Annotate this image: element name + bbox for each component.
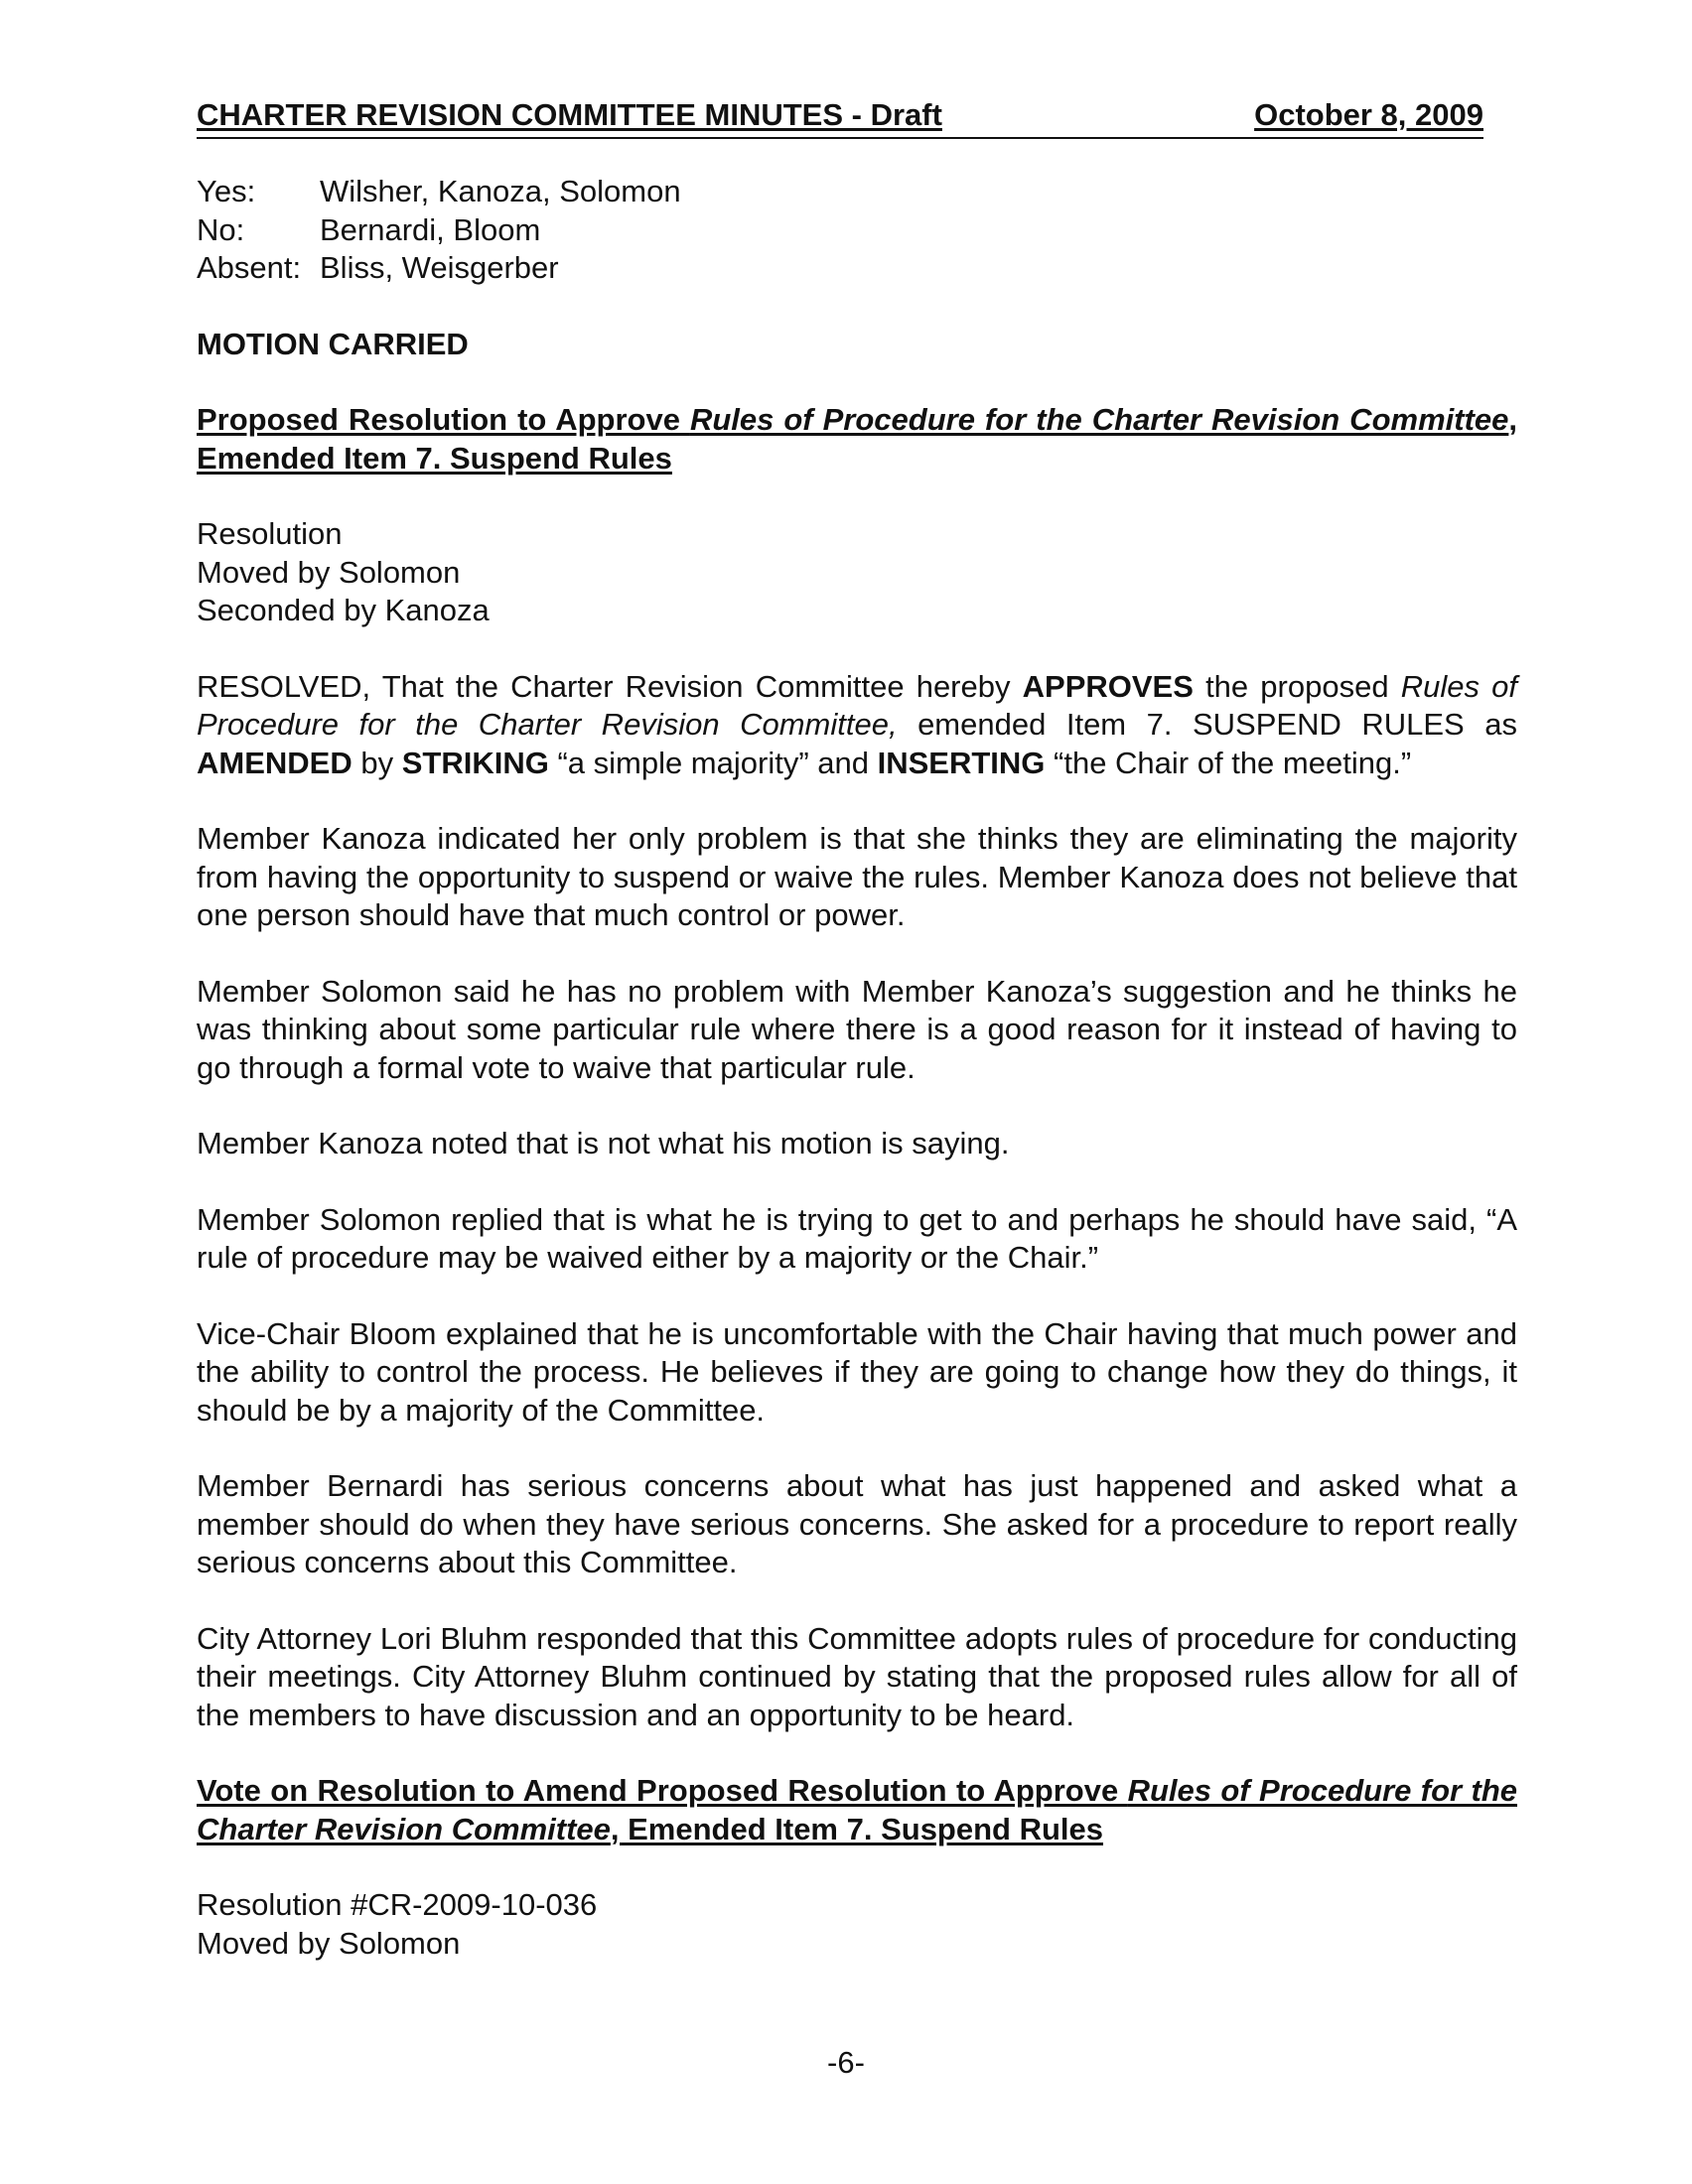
section-title-text: Proposed Resolution to Approve	[197, 402, 690, 437]
page-header	[197, 97, 1483, 139]
resolved-text: by	[352, 745, 402, 780]
paragraph-solomon-replied: Member Solomon replied that is what he is trying to get to and perhaps he should have said, “A rule of procedure may be waived either by a majority or the Chair.”	[197, 1201, 1517, 1275]
section-title-italic: Rules of Procedure for the Charter Revision Committee	[197, 1773, 1517, 1846]
resolved-text: “the Chair of the meeting.”	[1045, 745, 1412, 780]
section-title-text-end: , Emended Item 7. Suspend Rules	[197, 402, 1518, 476]
document-body	[197, 173, 1517, 1963]
section-title-proposed-resolution	[197, 401, 1517, 478]
vote-no-row	[197, 211, 1517, 250]
vote-absent-row	[197, 249, 1517, 288]
section-title-vote-resolution	[197, 1772, 1517, 1848]
section-title-text-end: , Emended Item 7. Suspend Rules	[610, 1811, 1104, 1846]
resolved-bold: INSERTING	[877, 745, 1046, 780]
resolution-label: Resolution	[197, 516, 343, 551]
page-number: -6-	[827, 2045, 865, 2080]
resolved-italic: Rules of Procedure for the Charter Revision Committee,	[197, 668, 1517, 742]
paragraph-bernardi: Member Bernardi has serious concerns about what has just happened and asked what a member should do when they have serious concerns. She asked for a procedure to report really serious concerns about this Committee.	[197, 1468, 1517, 1579]
resolved-bold: AMENDED	[197, 745, 352, 780]
motion-result: MOTION CARRIED	[197, 326, 469, 361]
resolved-bold: APPROVES	[1022, 668, 1194, 704]
resolved-text: “a simple majority” and	[548, 745, 878, 780]
vote-yes-label: Yes:	[197, 174, 256, 208]
vote-tally	[197, 173, 1517, 288]
resolution-number: Resolution #CR-2009-10-036	[197, 1887, 598, 1922]
document-title: CHARTER REVISION COMMITTEE MINUTES - Draft	[197, 97, 942, 132]
paragraph-bloom: Vice-Chair Bloom explained that he is uncomfortable with the Chair having that much power and the ability to control the process. He believes if they are going to change how they do things, it should be by a majority of the Committee.	[197, 1315, 1517, 1428]
vote-yes-names: Wilsher, Kanoza, Solomon	[320, 174, 681, 208]
paragraph-solomon: Member Solomon said he has no problem with Member Kanoza’s suggestion and he thinks he was thinking about some particular rule where there is a good reason for it instead of having to go through a formal vote to waive that particular rule.	[197, 973, 1517, 1085]
section-title-text: Vote on Resolution to Amend Proposed Resolution to Approve	[197, 1773, 1128, 1808]
document-date: October 8, 2009	[1254, 97, 1483, 132]
paragraph-bluhm: City Attorney Lori Bluhm responded that this Committee adopts rules of procedure for conducting their meetings. City Attorney Bluhm continued by stating that the proposed rules allow for all of the members to have discussion and an opportunity to be heard.	[197, 1620, 1517, 1732]
resolved-text: RESOLVED, That the Charter Revision Committee hereby	[197, 668, 1023, 704]
resolved-text: the proposed	[1193, 668, 1401, 704]
vote-yes-row	[197, 173, 1517, 211]
resolved-text: emended Item 7. SUSPEND RULES as	[897, 707, 1517, 742]
paragraph-kanoza: Member Kanoza indicated her only problem is that she thinks they are eliminating the majority from having the opportunity to suspend or waive the rules. Member Kanoza does not believe that one person should have that much control or power.	[197, 821, 1517, 932]
vote-no-label: No:	[197, 211, 245, 247]
section-title-italic: Rules of Procedure for the Charter Revision Committee	[689, 402, 1509, 437]
vote-absent-names: Bliss, Weisgerber	[320, 250, 559, 285]
seconded-by: Seconded by Kanoza	[197, 593, 490, 627]
moved-by-2: Moved by Solomon	[197, 1925, 461, 1961]
moved-by: Moved by Solomon	[197, 554, 461, 590]
vote-no-names: Bernardi, Bloom	[320, 211, 541, 247]
vote-absent-label: Absent:	[197, 250, 302, 285]
resolved-bold: STRIKING	[401, 745, 549, 780]
resolved-paragraph	[197, 668, 1517, 783]
paragraph-kanoza-noted: Member Kanoza noted that is not what his motion is saying.	[197, 1126, 1010, 1160]
